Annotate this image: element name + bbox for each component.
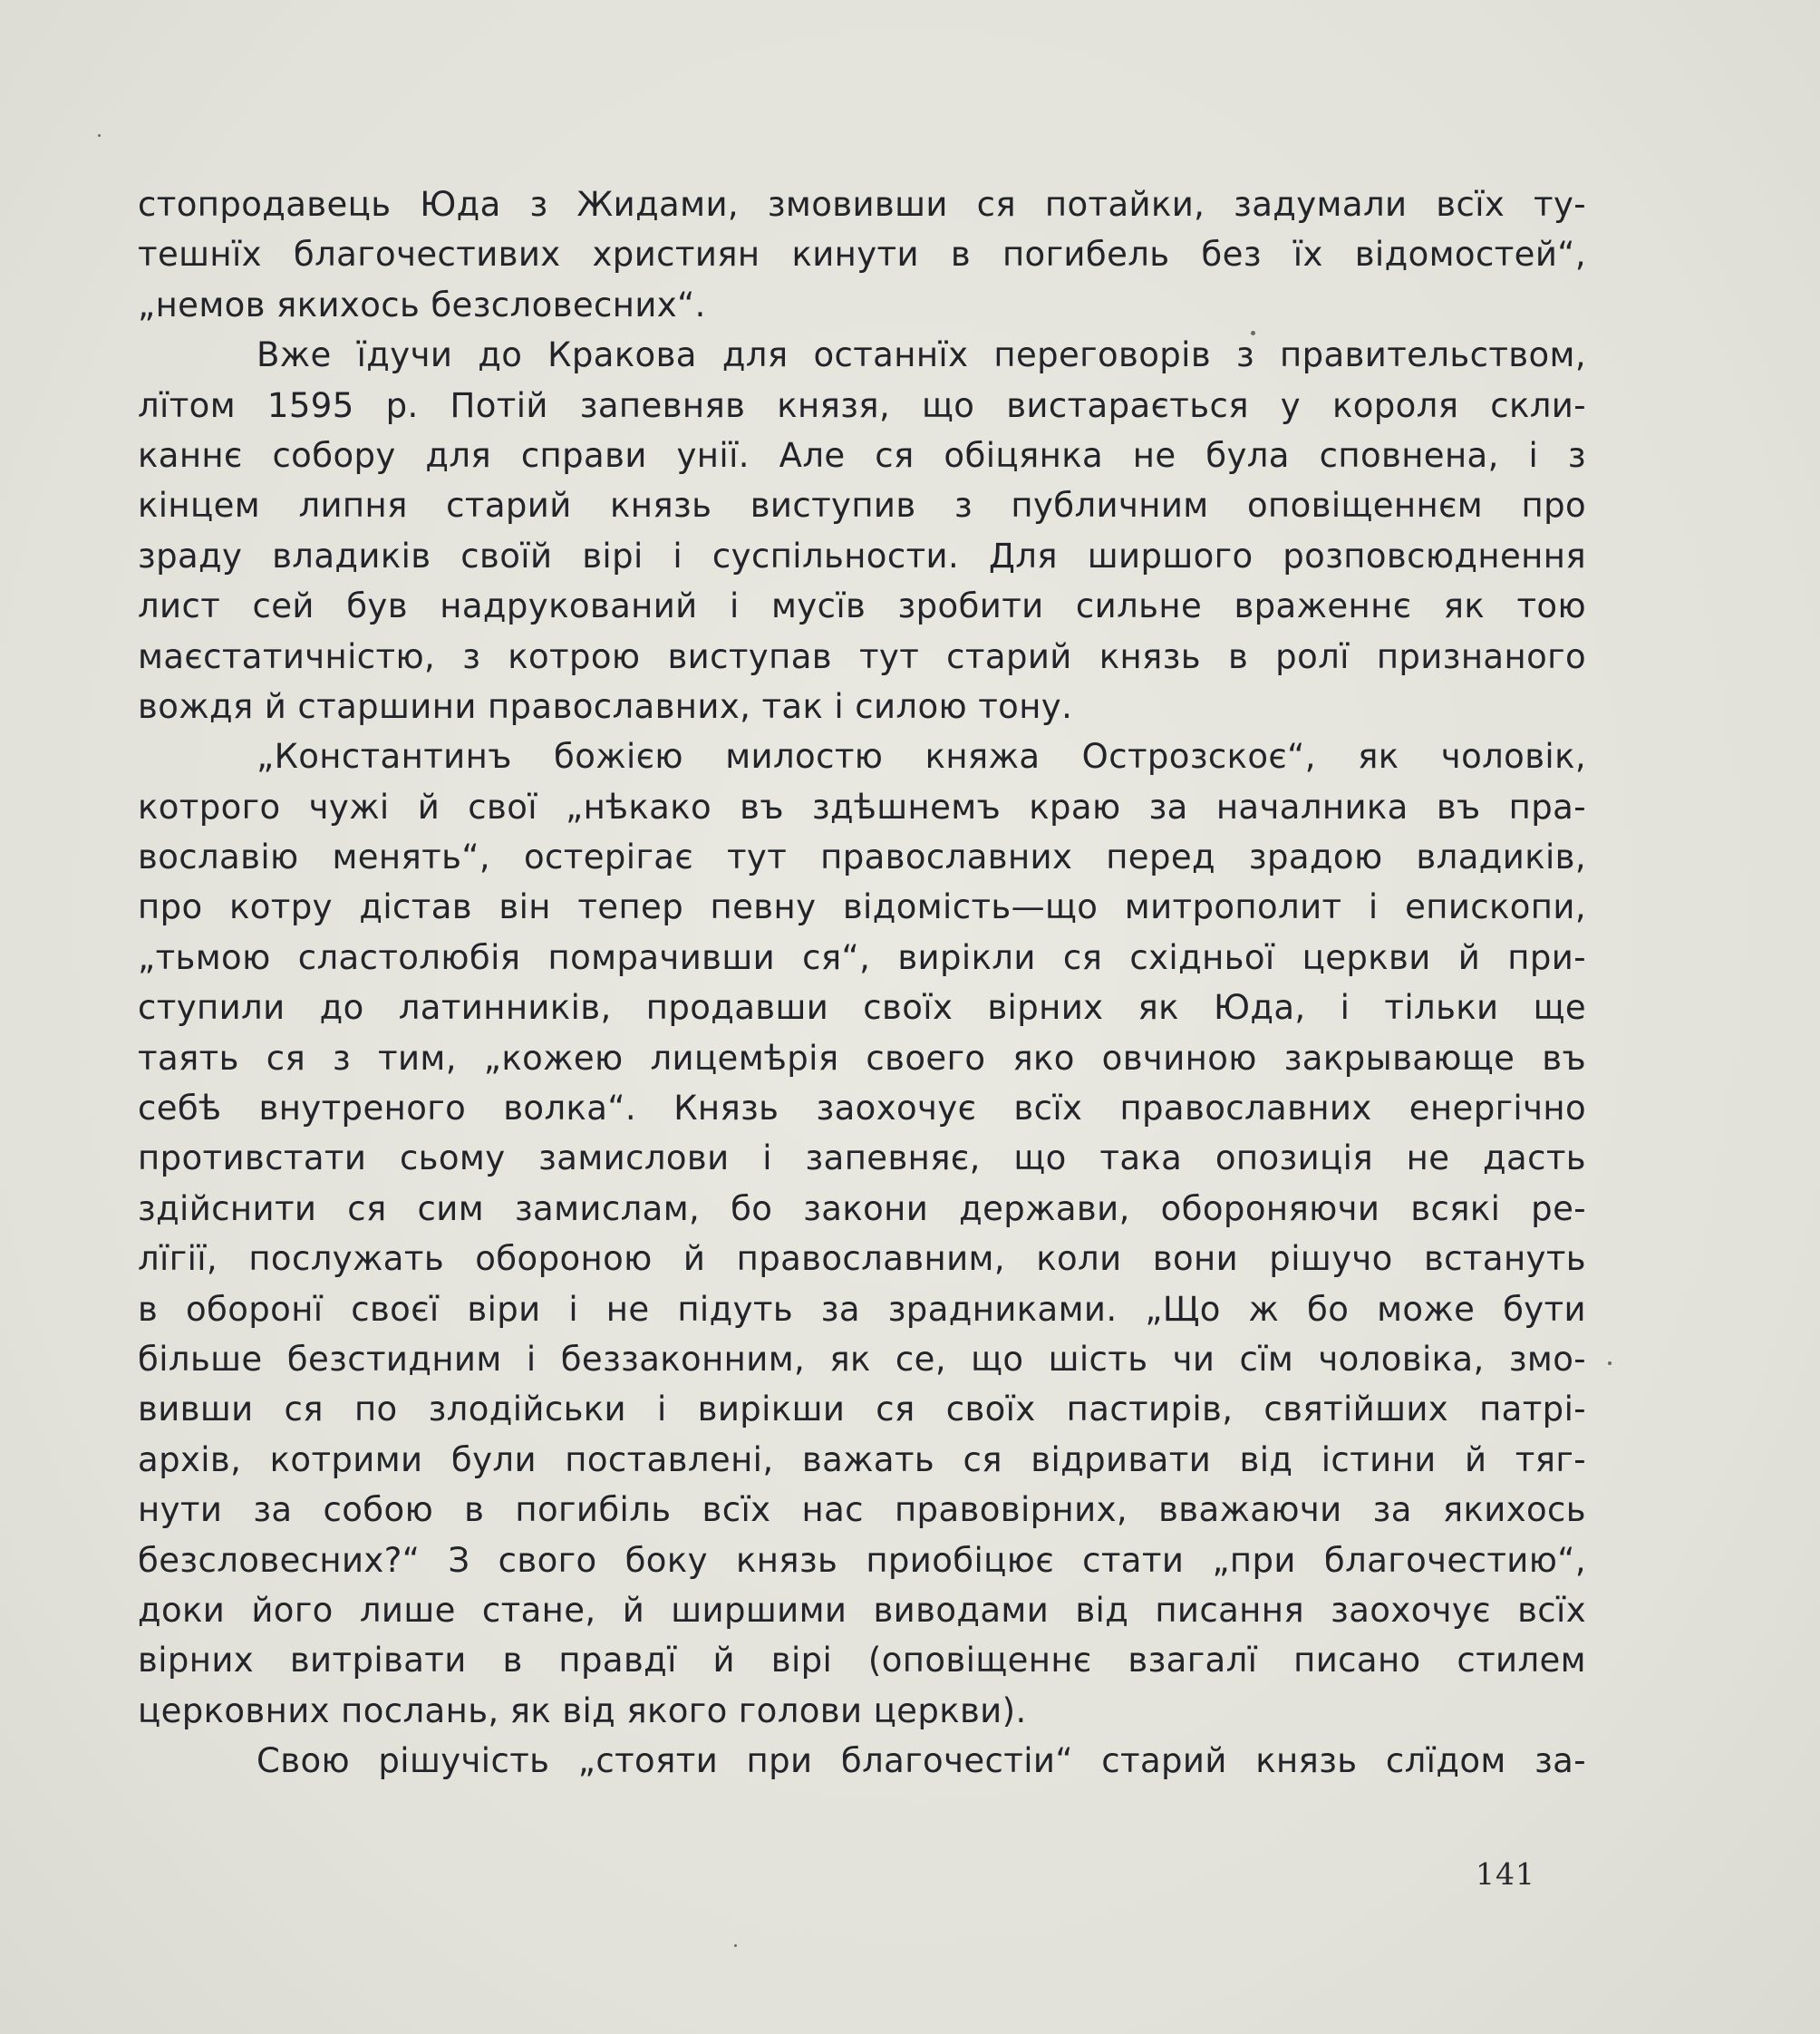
paragraph xyxy=(138,179,1586,330)
text-line: архів, котрими були поставлені, важать ся відривати від істини й тяг- xyxy=(138,1439,1586,1479)
text-line: більше безстидним і беззаконним, як се, що шість чи сїм чоловіка, змо- xyxy=(138,1339,1586,1379)
text-line: в оборонї своєї віри і не підуть за зрадниками. „Що ж бо може бути xyxy=(138,1289,1586,1329)
page-number: 141 xyxy=(1476,1856,1535,1892)
text-line: лист сей був надрукований і мусїв зробити сильне враженнє як тою xyxy=(138,586,1586,626)
text-line: доки його лише стане, й ширшими виводами від писання заохочує всїх xyxy=(138,1590,1586,1630)
paragraph xyxy=(138,731,1586,1736)
text-line: вивши ся по злодійськи і вирікши ся своїх пастирів, святійших патрі- xyxy=(138,1390,1586,1429)
print-speck xyxy=(1608,1361,1612,1365)
text-line: зраду владиків своїй вірі і суспільности. Для ширшого розповсюднення xyxy=(138,536,1586,576)
text-line: „тьмою сластолюбія помрачивши ся“, вирікли ся східньої церкви й при- xyxy=(138,937,1586,977)
text-line: лїгії, послужать обороною й православним, коли вони рішучо встануть xyxy=(138,1239,1586,1279)
print-speck xyxy=(98,134,101,137)
text-line: лїтом 1595 р. Потій запевняв князя, що вистарається у короля скли- xyxy=(138,385,1586,425)
text-line: нути за собою в погибіль всїх нас правовірних, вважаючи за якихось xyxy=(138,1490,1586,1530)
text-line: про котру дістав він тепер певну відомість—що митрополит і епископи, xyxy=(138,887,1586,927)
text-line: маєстатичністю, з котрою виступав тут старий князь в ролї признаного xyxy=(138,636,1586,676)
text-line: тешнїх благочестивих християн кинути в погибель без їх відомостей“, xyxy=(138,235,1586,275)
text-line: вождя й старшини православних, так і силою тону. xyxy=(138,686,1073,726)
text-line: „немов якихось безсловесних“. xyxy=(138,285,706,324)
paragraph xyxy=(138,330,1586,731)
text-line: здійснити ся сим замислам, бо закони держави, обороняючи всякі ре- xyxy=(138,1188,1586,1228)
text-line: „Константинъ божією милостю княжа Острозскоє“, як чоловік, xyxy=(257,737,1586,777)
text-line: кінцем липня старий князь виступив з публичним оповіщеннєм про xyxy=(138,486,1586,526)
text-line: котрого чужі й свої „нѣкако въ здѣшнемъ краю за началника въ пра- xyxy=(138,787,1586,827)
text-line: таять ся з тим, „кожею лицемѣрія своего яко овчиною закрывающе въ xyxy=(138,1038,1586,1078)
text-line: себѣ внутреного волка“. Князь заохочує всїх православних енергічно xyxy=(138,1089,1586,1128)
text-line: Свою рішучість „стояти при благочестіи“ старий князь слїдом за- xyxy=(257,1741,1586,1781)
text-line: церковних послань, як від якого голови церкви). xyxy=(138,1690,1027,1730)
print-speck xyxy=(734,1944,737,1947)
text-line: ступили до латинників, продавши своїх вірних як Юда, і тільки ще xyxy=(138,988,1586,1028)
text-line: безсловесних?“ З свого боку князь приобіцює стати „при благочестию“, xyxy=(138,1540,1586,1580)
text-line: каннє собору для справи унії. Але ся обіцянка не була сповнена, і з xyxy=(138,435,1586,475)
text-line: вославію менять“, остерігає тут православних перед зрадою владиків, xyxy=(138,838,1586,877)
text-line: вірних витрівати в правдї й вірі (оповіщеннє взагалї писано стилем xyxy=(138,1641,1586,1680)
paragraph xyxy=(138,1736,1586,1786)
body-text xyxy=(138,179,1586,1787)
text-line: противстати сьому замислови і запевняє, що така опозиція не дасть xyxy=(138,1138,1586,1178)
text-line: стопродавець Юда з Жидами, змовивши ся потайки, задумали всїх ту- xyxy=(138,185,1586,224)
text-line: Вже їдучи до Кракова для останнїх переговорів з правительством, xyxy=(257,335,1586,375)
